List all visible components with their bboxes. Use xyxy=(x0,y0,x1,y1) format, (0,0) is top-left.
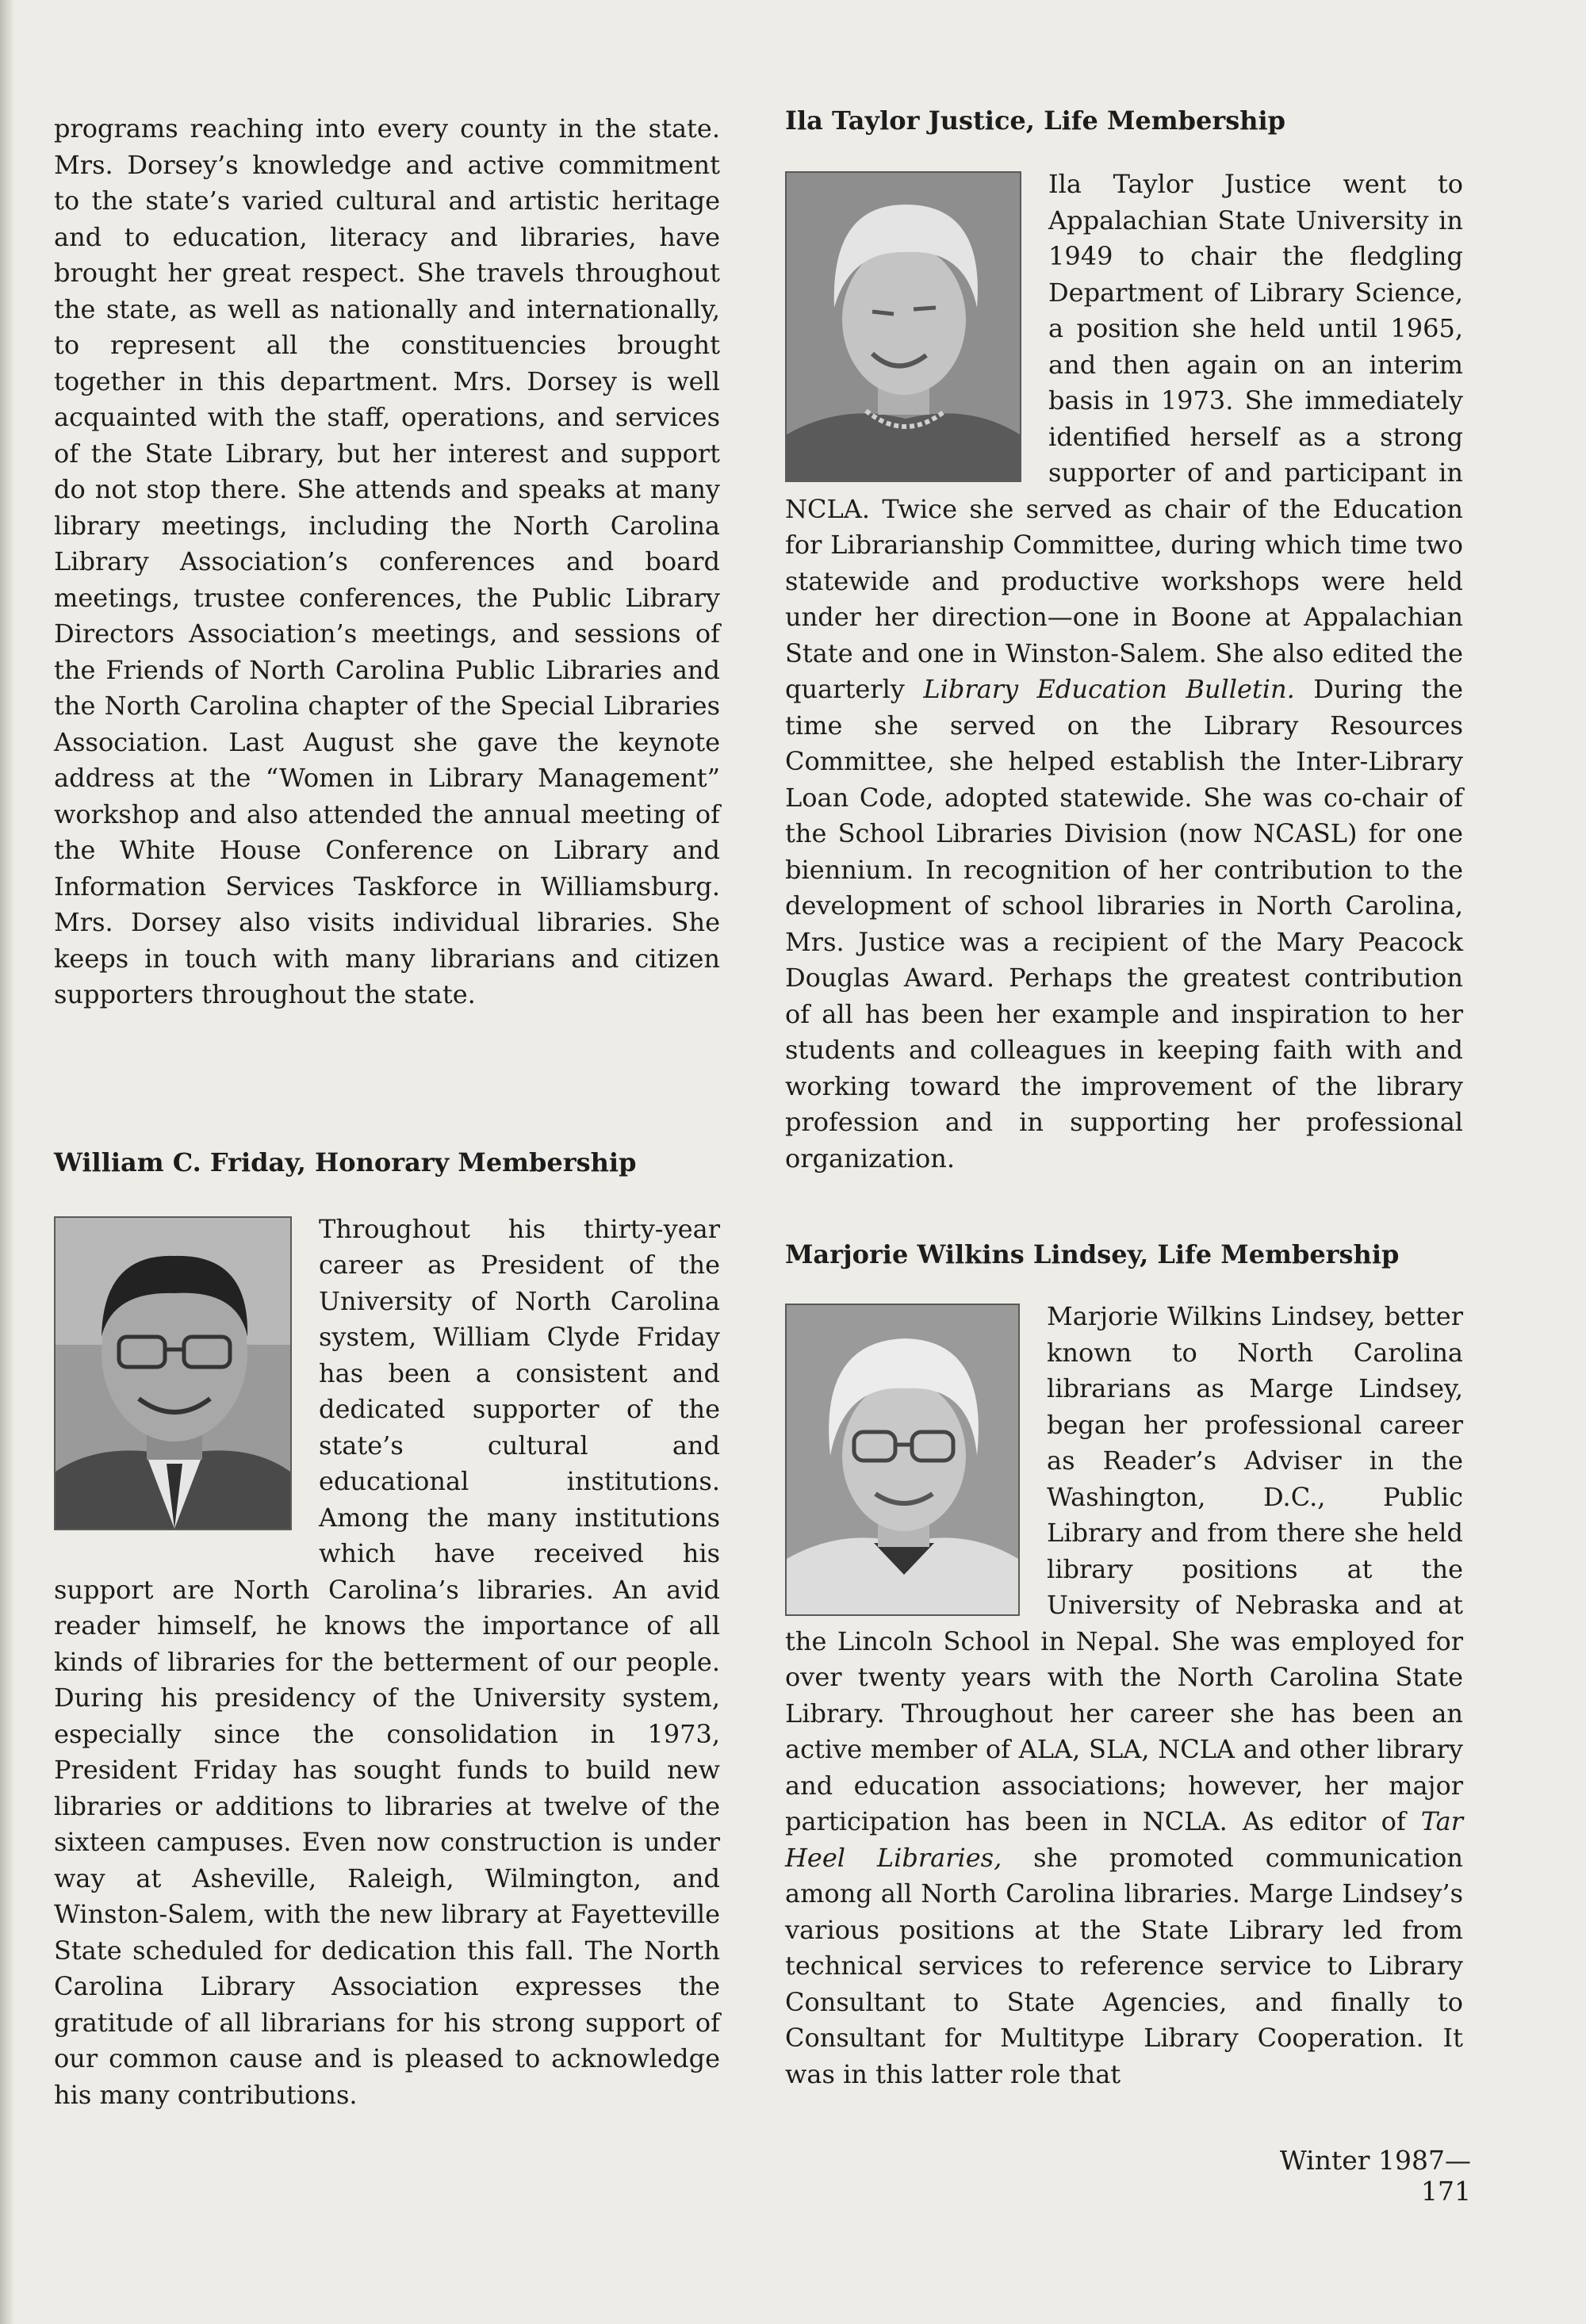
page-edge-shadow xyxy=(0,0,14,2324)
friday-heading: William C. Friday, Honorary Membership xyxy=(54,1147,637,1177)
lindsey-paragraph-text-2: she promoted communication among all North Carolina libraries. Marge Lindsey’s various positions at the State Library led from technical services to reference service to Library Consultant to State Agencies, and finally to Consultant for Multitype Library Cooperation. It was in this latter role that xyxy=(785,1842,1463,2089)
dorsey-continued-paragraph: programs reaching into every county in the state. Mrs. Dorsey’s knowledge and active commitment to the state’s varied cultural and artistic heritage and to education, literacy and libraries, have brought her great respect. She travels throughout the state, as well as nationally and internationally, to represent all the constituencies brought together in this department. Mrs. Dorsey is well acquainted with the staff, operations, and services of the State Library, but her interest and support do not stop there. She attends and speaks at many library meetings, including the North Carolina Library Association’s conferences and board meetings, trustee conferences, the Public Library Directors Association’s meetings, and sessions of the Friends of North Carolina Public Libraries and the North Carolina chapter of the Special Libraries Association. Last August she gave the keynote address at the “Women in Library Management” workshop and also attended the annual meeting of the White House Conference on Library and Information Services Taskforce in Williamsburg. Mrs. Dorsey also visits individual libraries. She keeps in touch with many librarians and citizen supporters throughout the state. xyxy=(54,113,720,1009)
justice-heading: Ila Taylor Justice, Life Membership xyxy=(785,105,1286,136)
justice-portrait-photo xyxy=(785,171,1021,482)
justice-paragraph-text-1: Ila Taylor Justice went to Appalachian State University in 1949 to chair the fledgling Department of Library Science, a position she held until 1965, and then again on an interim basis in 1973. She immediately identified herself as a strong supporter of and participant in NCLA. Twice she served as chair of the Education for Librarianship Committee, during which time two statewide and productive workshops were held under her direction—one in Boone at Appalachian State and one in Winston-Salem. She also edited the quarterly xyxy=(785,169,1463,704)
lindsey-paragraph-text-1: Marjorie Wilkins Lindsey, better known to North Carolina librarians as Marge Lindsey, began her professional career as Reader’s Adviser in the Washington, D.C., Public Library and from there she held library positions at the University of Nebraska and at the Lincoln School in Nepal. She was employed for over twenty years with the North Carolina State Library. Throughout her career she has been an active member of ALA, SLA, NCLA and other library and education associations; however, her major participation has been in NCLA. As editor of xyxy=(785,1301,1463,1836)
lindsey-section xyxy=(785,1299,1463,2092)
right-column xyxy=(785,105,1463,2092)
page-footer: Winter 1987—171 xyxy=(1279,2145,1471,2207)
library-education-bulletin-title: Library Education Bulletin. xyxy=(923,674,1295,704)
tar-heel-libraries-title: Tar Heel Libraries, xyxy=(785,1806,1463,1873)
lindsey-heading: Marjorie Wilkins Lindsey, Life Membership xyxy=(785,1239,1400,1269)
friday-paragraph: Throughout his thirty-year career as President of the University of North Carolina system, William Clyde Friday has been a consistent and dedicated supporter of the state’s cultural and educational institutions. Among the many institutions which have received his support are North Carolina’s libraries. An avid reader himself, he knows the importance of all kinds of libraries for the betterment of our people. During his presidency of the University system, especially since the consolidation in 1973, President Friday has sought funds to build new libraries or additions to libraries at twelve of the sixteen campuses. Even now construction is under way at Asheville, Raleigh, Wilmington, and Winston-Salem, with the new library at Fayetteville State scheduled for dedication this fall. The North Carolina Library Association expresses the gratitude of all librarians for his strong support of our common cause and is pleased to acknowledge his many contributions. xyxy=(54,1213,720,2110)
friday-portrait-photo xyxy=(54,1216,292,1530)
lindsey-portrait-photo xyxy=(785,1304,1020,1616)
left-column xyxy=(54,111,720,2113)
friday-section xyxy=(54,1212,720,2114)
justice-paragraph-text-2: During the time she served on the Library Resources Committee, she helped establish the Inter-Library Loan Code, adopted statewide. She was co-chair of the School Libraries Division (now NCASL) for one biennium. In recognition of her contribution to the development of school libraries in North Carolina, Mrs. Justice was a recipient of the Mary Peacock Douglas Award. Perhaps the greatest contribution of all has been her example and inspiration to her students and colleagues in keeping faith with and working toward the improvement of the library profession and in supporting her professional organization. xyxy=(785,674,1464,1173)
justice-section xyxy=(785,167,1463,1177)
